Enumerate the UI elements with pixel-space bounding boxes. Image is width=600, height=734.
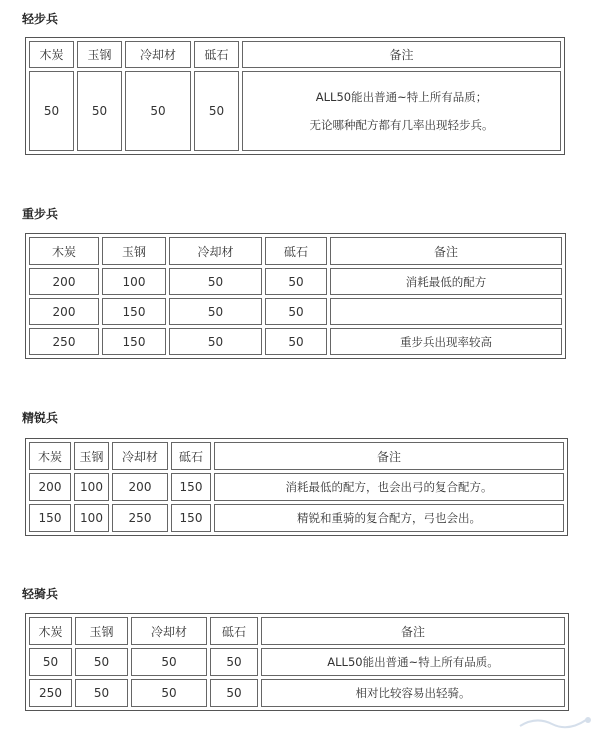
section-title: 精锐兵 (22, 411, 59, 425)
header-cell: 玉钢 (74, 442, 109, 470)
header-cell: 砥石 (194, 41, 239, 68)
table-row (29, 504, 564, 532)
table-row (29, 679, 565, 707)
table-cell: 50 (29, 71, 74, 151)
table-cell: 50 (210, 648, 258, 676)
table-cell: 50 (169, 268, 262, 295)
recipe-table-heavy-infantry (25, 233, 566, 359)
watermark-logo (516, 712, 596, 732)
section-title: 轻步兵 (22, 12, 59, 26)
table-cell: 50 (29, 648, 72, 676)
table-cell: 50 (77, 71, 122, 151)
table-cell: 150 (102, 298, 166, 325)
header-cell: 冷却材 (169, 237, 262, 265)
table-header-row (29, 41, 561, 68)
table-row (29, 328, 562, 355)
table-cell: 100 (74, 473, 109, 501)
header-cell: 玉钢 (75, 617, 128, 645)
header-cell: 备注 (330, 237, 562, 265)
table-cell: 250 (29, 328, 99, 355)
header-cell: 木炭 (29, 442, 71, 470)
table-cell: 200 (29, 473, 71, 501)
table-row (29, 298, 562, 325)
note-cell: ALL50能出普通~特上所有品质。 (261, 648, 565, 676)
table-cell: 250 (112, 504, 168, 532)
table-cell: 100 (74, 504, 109, 532)
table-cell: 100 (102, 268, 166, 295)
section-title: 轻骑兵 (22, 587, 59, 601)
table-row (29, 71, 561, 151)
recipe-table-light-cavalry (25, 613, 569, 711)
table-cell: 50 (169, 298, 262, 325)
header-cell: 砥石 (171, 442, 211, 470)
header-cell: 玉钢 (77, 41, 122, 68)
header-cell: 冷却材 (112, 442, 168, 470)
note-cell (242, 71, 561, 151)
table-cell: 50 (265, 298, 327, 325)
header-cell: 备注 (214, 442, 564, 470)
header-cell: 冷却材 (125, 41, 191, 68)
note-cell: 重步兵出现率较高 (330, 328, 562, 355)
table-cell: 150 (29, 504, 71, 532)
header-cell: 木炭 (29, 617, 72, 645)
note-line: 无论哪种配方都有几率出现轻步兵。 (309, 118, 494, 132)
table-cell: 150 (171, 504, 211, 532)
table-cell: 50 (75, 679, 128, 707)
table-cell: 150 (171, 473, 211, 501)
table-cell: 50 (169, 328, 262, 355)
table-cell: 50 (265, 328, 327, 355)
table-cell: 200 (29, 268, 99, 295)
table-cell: 50 (265, 268, 327, 295)
header-cell: 玉钢 (102, 237, 166, 265)
table-cell: 200 (29, 298, 99, 325)
header-cell: 备注 (242, 41, 561, 68)
table-cell: 250 (29, 679, 72, 707)
table-header-row (29, 237, 562, 265)
table-cell: 200 (112, 473, 168, 501)
table-row (29, 268, 562, 295)
header-cell: 木炭 (29, 237, 99, 265)
header-cell: 备注 (261, 617, 565, 645)
header-cell: 木炭 (29, 41, 74, 68)
recipe-table-light-infantry (25, 37, 565, 155)
table-row (29, 473, 564, 501)
note-cell: 精锐和重骑的复合配方，弓也会出。 (214, 504, 564, 532)
table-header-row (29, 442, 564, 470)
table-cell: 50 (131, 648, 207, 676)
table-row (29, 648, 565, 676)
table-cell: 50 (210, 679, 258, 707)
recipe-table-elite-soldier (25, 438, 568, 536)
table-cell: 150 (102, 328, 166, 355)
header-cell: 冷却材 (131, 617, 207, 645)
table-cell: 50 (194, 71, 239, 151)
table-cell: 50 (131, 679, 207, 707)
section-title: 重步兵 (22, 207, 59, 221)
header-cell: 砥石 (210, 617, 258, 645)
table-header-row (29, 617, 565, 645)
note-cell: 消耗最低的配方 (330, 268, 562, 295)
note-cell (330, 298, 562, 325)
header-cell: 砥石 (265, 237, 327, 265)
note-cell: 相对比较容易出轻骑。 (261, 679, 565, 707)
note-line: ALL50能出普通~特上所有品质； (315, 90, 488, 104)
table-cell: 50 (75, 648, 128, 676)
table-cell: 50 (125, 71, 191, 151)
note-cell: 消耗最低的配方，也会出弓的复合配方。 (214, 473, 564, 501)
